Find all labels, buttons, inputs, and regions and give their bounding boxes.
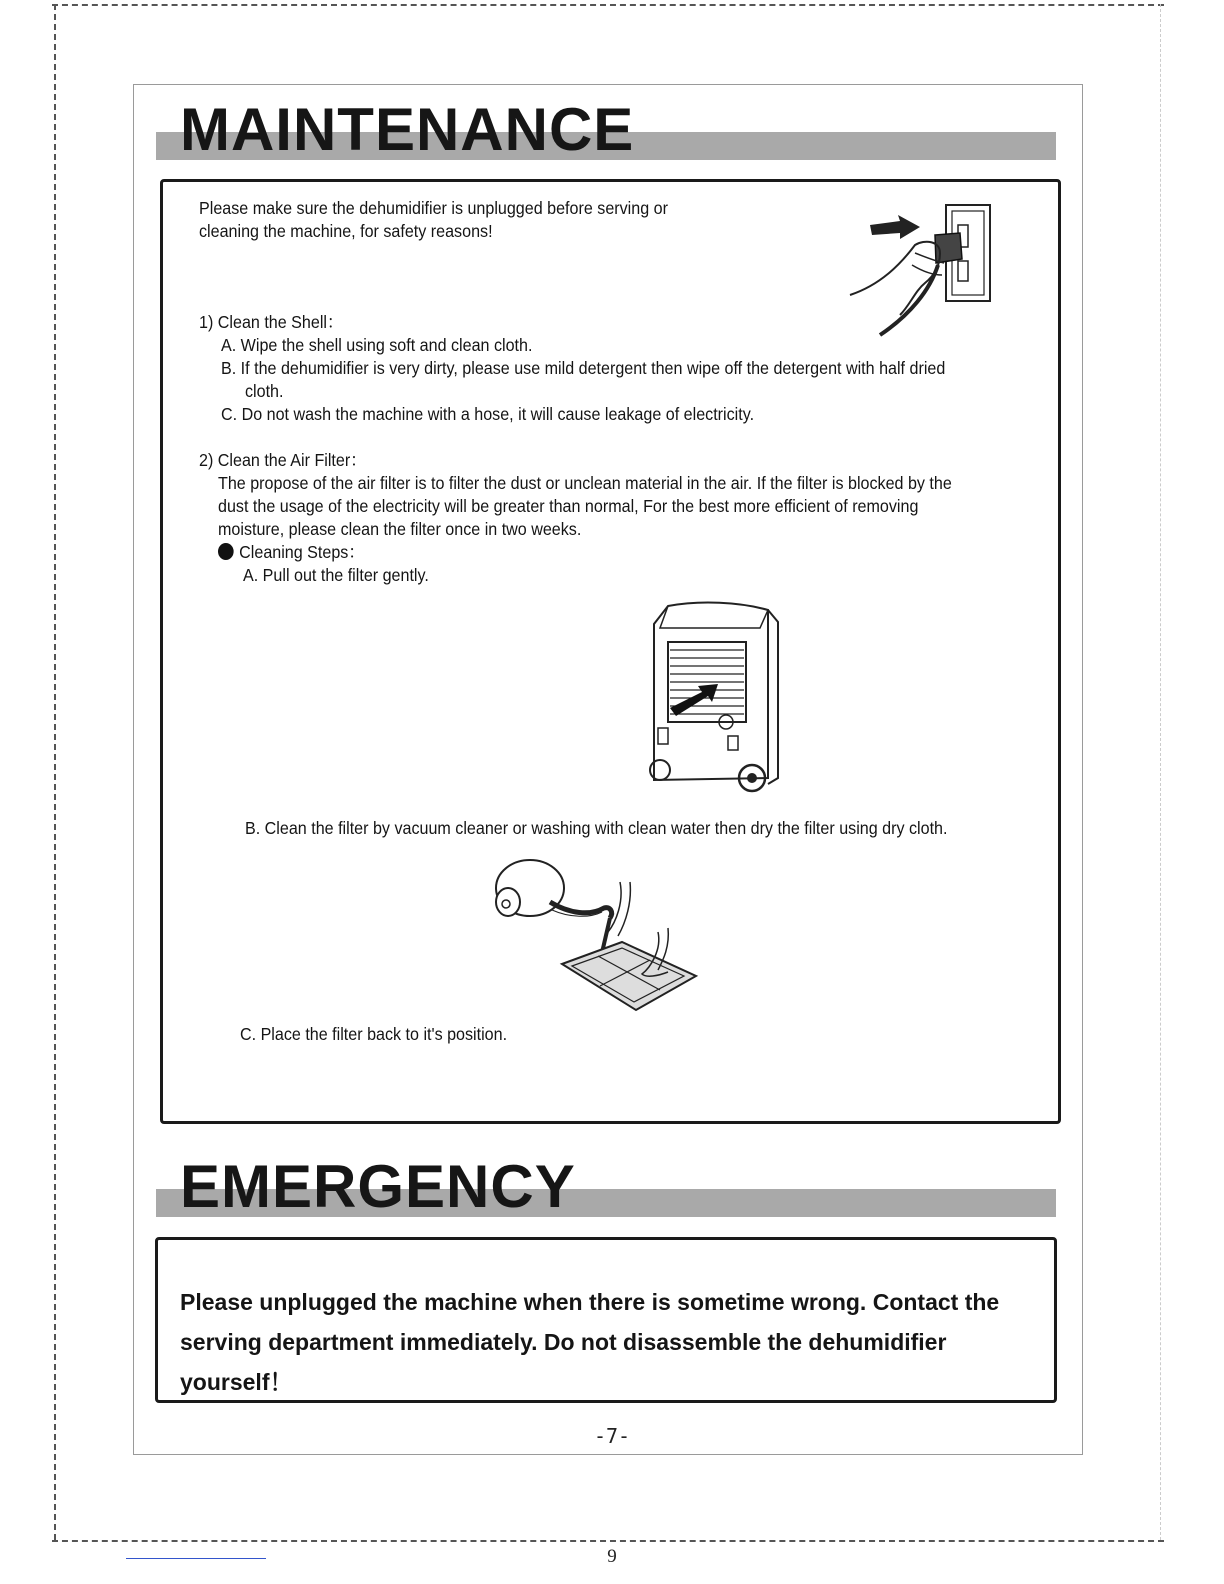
- cut-line-top: [52, 4, 1164, 6]
- cut-line-left: [54, 4, 56, 1540]
- filter-step-c: C. Place the filter back to it's position.: [240, 1024, 508, 1044]
- emergency-line-2: serving department immediately. Do not disassemble the dehumidifier yourself！: [180, 1329, 947, 1395]
- filter-heading: 2) Clean the Air Filter：: [199, 450, 367, 470]
- cut-line-bottom: [52, 1540, 1164, 1542]
- shell-step-b-line1: B. If the dehumidifier is very dirty, please use mild detergent then wipe off the detergent with half dried: [221, 358, 946, 378]
- cut-line-right: [1160, 4, 1161, 1540]
- filter-desc-line3: moisture, please clean the filter once in two weeks.: [218, 519, 582, 539]
- emergency-line-1: Please unplugged the machine when there is sometime wrong. Contact the: [180, 1289, 1000, 1315]
- safety-line-1: Please make sure the dehumidifier is unplugged before serving or: [199, 198, 668, 218]
- filter-step-b: B. Clean the filter by vacuum cleaner or washing with clean water then dry the filter using dry cloth.: [245, 818, 948, 838]
- shell-step-b-line2: cloth.: [245, 381, 284, 401]
- filter-desc-line2: dust the usage of the electricity will be greater than normal, For the best more efficient of removing: [218, 496, 919, 516]
- shell-step-a: A. Wipe the shell using soft and clean cloth.: [221, 335, 533, 355]
- emergency-title: EMERGENCY: [180, 1153, 576, 1220]
- footer-page-number: 9: [607, 1546, 617, 1567]
- filter-step-a: A. Pull out the filter gently.: [243, 565, 429, 585]
- maintenance-title: MAINTENANCE: [180, 96, 635, 163]
- safety-line-2: cleaning the machine, for safety reasons!: [199, 221, 493, 241]
- shell-step-c: C. Do not wash the machine with a hose, it will cause leakage of electricity.: [221, 404, 755, 424]
- bullet-icon: [218, 543, 234, 560]
- vacuum-cleaner-illustration: [490, 852, 700, 1017]
- dehumidifier-filter-illustration: [640, 598, 790, 803]
- shell-heading: 1) Clean the Shell：: [199, 312, 344, 332]
- filter-desc-line1: The propose of the air filter is to filter the dust or unclean material in the air. If the filter is blocked by the: [218, 473, 952, 493]
- emergency-message: [180, 1282, 1060, 1402]
- unplug-illustration: [840, 195, 1000, 345]
- cleaning-steps-label: Cleaning Steps：: [218, 541, 364, 564]
- page-number: -7-: [593, 1424, 631, 1448]
